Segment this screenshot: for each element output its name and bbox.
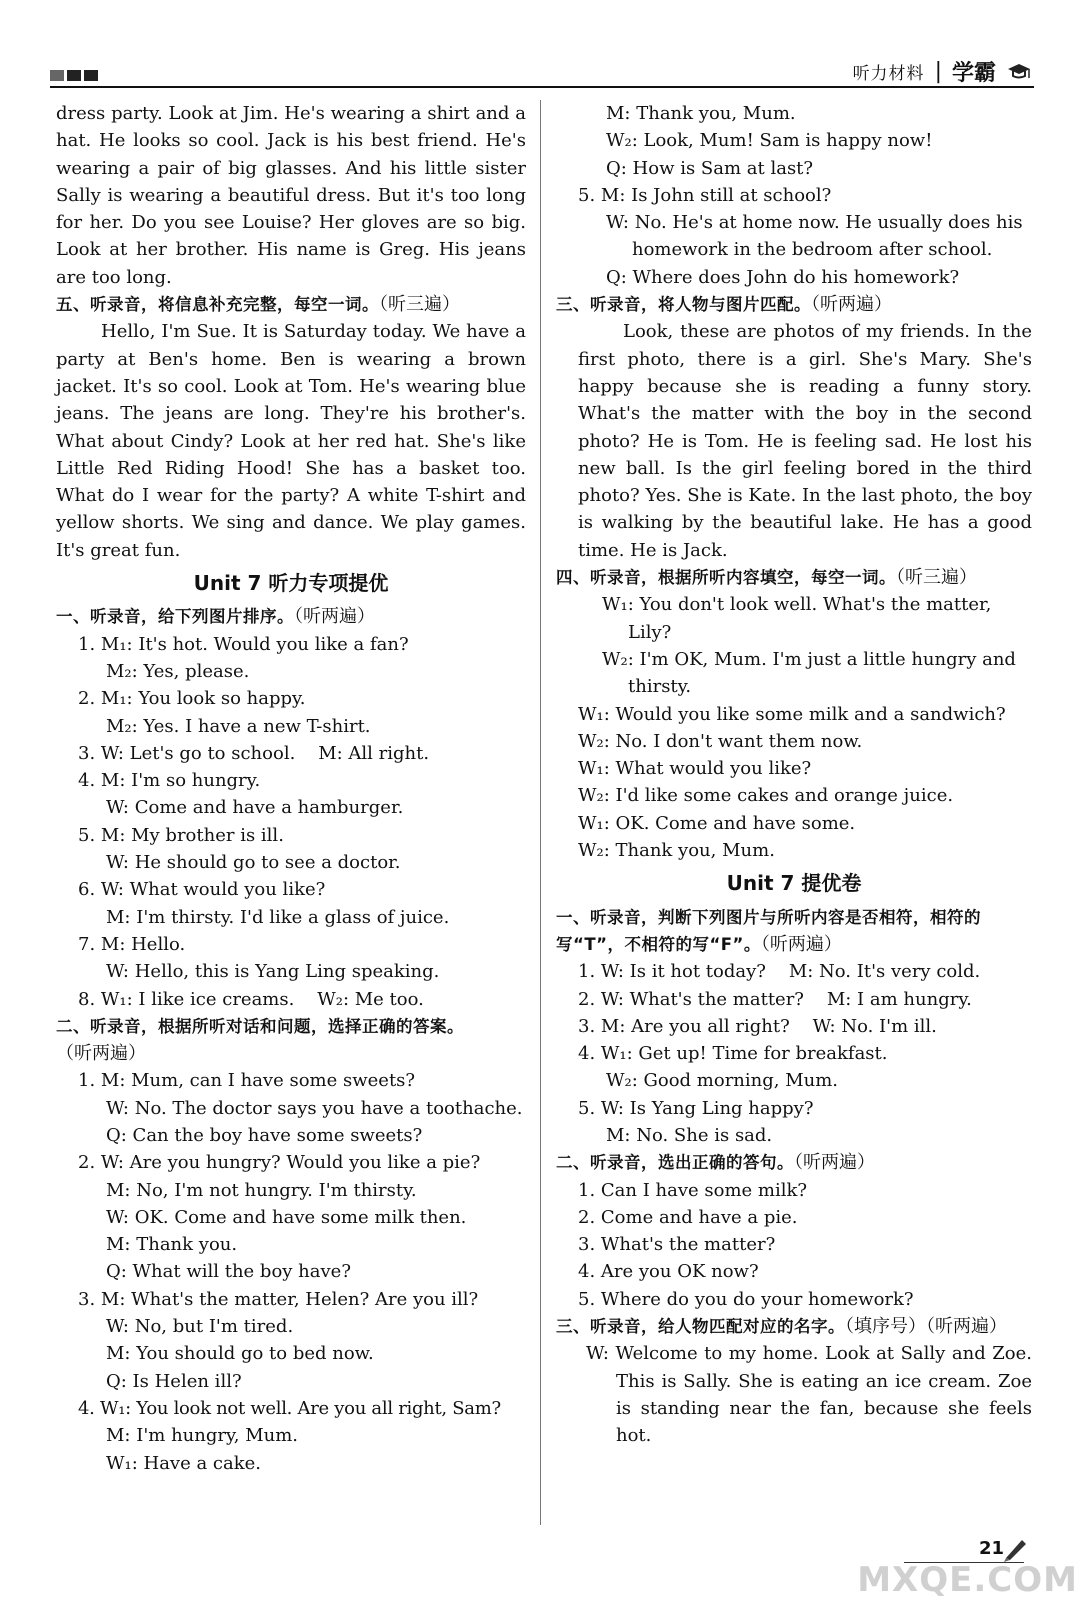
dialogue-line: M: I'm thirsty. I'd like a glass of juice. [106, 906, 450, 928]
dialogue-line: 2. W: What's the matter? M: I am hungry. [578, 988, 972, 1010]
section-title: 二、听录音，选出正确的答句。 [556, 1153, 794, 1173]
section-note: （听两遍） [811, 294, 892, 316]
dialogue-line: W₁: Have a cake. [106, 1452, 262, 1474]
section-note: （听两遍） [760, 933, 842, 955]
graduation-cap-icon [1006, 62, 1032, 82]
list-item: 5. Where do you do your homework? [578, 1288, 914, 1310]
dialogue-line: M: You should go to bed now. [106, 1343, 374, 1365]
list-item: 1. Can I have some milk? [578, 1179, 808, 1201]
dialogue-line: W: No. The doctor says you have a toothache. [106, 1097, 523, 1119]
part-3-passage: W: Welcome to my home. Look at Sally and Zoe. This is Sally. She is eating an ice cream. Zoe is standing near the fan, because she feels hot. [586, 1343, 1032, 1447]
dialogue-line: W₂: I'm OK, Mum. I'm just a little hungry and thirsty. [602, 648, 1016, 698]
dialogue-line: 1. M₁: It's hot. Would you like a fan? [78, 633, 409, 655]
section-title: 一、听录音，给下列图片排序。 [56, 607, 294, 627]
dialogue-line: M₂: Yes. I have a new T-shirt. [106, 715, 371, 737]
dialogue-line: 8. W₁: I like ice creams. W₂: Me too. [78, 988, 424, 1010]
dialogue-line: Q: How is Sam at last? [606, 157, 814, 179]
dialogue-line: 7. M: Hello. [78, 933, 186, 955]
section-title: 五、听录音，将信息补充完整，每空一词。 [56, 295, 379, 315]
dialogue-line: Q: Is Helen ill? [106, 1370, 242, 1392]
section-note: （听两遍） [794, 1152, 875, 1174]
dialogue-line: 2. W: Are you hungry? Would you like a pie? [78, 1152, 481, 1174]
list-item: 2. Come and have a pie. [578, 1206, 798, 1228]
dialogue-line: W₂: No. I don't want them now. [578, 730, 863, 752]
unit-title: Unit 7 听力专项提优 [193, 571, 389, 596]
section-note: （听两遍） [56, 1043, 146, 1065]
dialogue-line: W: He should go to see a doctor. [106, 852, 401, 874]
section-title: 三、听录音，给人物匹配对应的名字。 [556, 1317, 845, 1337]
dialogue-line: M: Thank you, Mum. [606, 103, 796, 124]
watermark: MXQE.COM [857, 1560, 1078, 1600]
dialogue-line: W: Come and have a hamburger. [106, 797, 404, 819]
section-note: （填序号）（听两遍） [845, 1316, 1007, 1338]
dialogue-line: W₂: Look, Mum! Sam is happy now! [606, 130, 933, 152]
dialogue-line: W: No, but I'm tired. [106, 1316, 294, 1338]
dialogue-line: M: No. She is sad. [606, 1124, 773, 1146]
dialogue-line: W₁: OK. Come and have some. [578, 812, 856, 834]
section-title: 三、听录音，将人物与图片匹配。 [556, 295, 811, 315]
brand-logo: 学霸 [951, 61, 996, 86]
dialogue-line: 4. W₁: You look not well. Are you all right, Sam? [78, 1397, 501, 1419]
passage-continued: dress party. Look at Jim. He's wearing a shirt and a hat. He looks so cool. Jack is his best friend. He's wearing a pair of big glasses. And his little sister Sally is wearing a beautiful dress. But it's too long for her. Do you see Louise? Her gloves are so big. Look at her brother. His name is Greg. His jeans are too long. [56, 103, 526, 288]
section-5-heading [56, 291, 526, 318]
part-2-heading [556, 1149, 1032, 1176]
dialogue-line: W: OK. Come and have some milk then. [106, 1206, 467, 1228]
dialogue-line: W₁: What would you like? [578, 758, 812, 780]
dialogue-line: M: Thank you. [106, 1234, 238, 1256]
part-1-heading [556, 904, 1032, 959]
section-note: （听三遍） [896, 567, 977, 589]
dialogue-line: 5. M: My brother is ill. [78, 824, 284, 846]
dialogue-line: W₂: I'd like some cakes and orange juice. [578, 785, 954, 807]
dialogue-line: 3. M: What's the matter, Helen? Are you ill? [78, 1288, 479, 1310]
dialogue-line: W₂: Good morning, Mum. [606, 1070, 839, 1092]
dialogue-line: 2. M₁: You look so happy. [78, 688, 306, 710]
section-2-heading [56, 1013, 526, 1068]
dialogue-line: W: Hello, this is Yang Ling speaking. [106, 961, 440, 983]
header-title: 听力材料 [852, 64, 925, 84]
dialogue-line: W₁: Would you like some milk and a sandwich? [578, 703, 1006, 725]
dialogue-line: 3. W: Let's go to school. M: All right. [78, 742, 430, 764]
header-rule [50, 86, 1034, 88]
page-number: 21 [978, 1538, 1004, 1559]
section-4-heading [556, 564, 1032, 591]
header-decoration [50, 70, 98, 81]
dialogue-line: Q: Where does John do his homework? [606, 266, 960, 288]
section-note: （听两遍） [294, 606, 375, 628]
dialogue-line: M₂: Yes, please. [106, 660, 250, 682]
left-column [56, 100, 526, 1477]
dialogue-line: 6. W: What would you like? [78, 879, 326, 901]
dialogue-line: W₁: You don't look well. What's the matter, Lily? [602, 594, 992, 643]
dialogue-line: 1. M: Mum, can I have some sweets? [78, 1070, 416, 1092]
dialogue-line: 4. M: I'm so hungry. [78, 770, 261, 792]
list-item: 3. What's the matter? [578, 1234, 776, 1256]
part-3-heading [556, 1313, 1032, 1340]
header [853, 56, 1032, 87]
section-title: 一、听录音，判断下列图片与所听内容是否相符，相符的写“T”，不相符的写“F”。 [556, 907, 981, 954]
right-column [556, 100, 1032, 1450]
section-5-passage: Hello, I'm Sue. It is Saturday today. We have a party at Ben's home. Ben is wearing a brown jacket. It's so cool. Look at Tom. He's wearing blue jeans. The jeans are long. They're his brother's. What about Cindy? Look at her red hat. She's like Little Red Riding Hood! She has a basket too. What do I wear for the party? A white T-shirt and yellow shorts. We sing and dance. We play games. It's great fun. [56, 321, 526, 561]
column-divider [540, 100, 541, 1525]
dialogue-line: 5. W: Is Yang Ling happy? [578, 1097, 814, 1119]
section-title: 二、听录音，根据所听对话和问题，选择正确的答案。 [56, 1016, 464, 1036]
section-3-heading [556, 291, 1032, 318]
dialogue-line: W: No. He's at home now. He usually does his homework in the bedroom after school. [606, 212, 1023, 261]
list-item: 4. Are you OK now? [578, 1261, 759, 1283]
dialogue-line: 3. M: Are you all right? W: No. I'm ill. [578, 1015, 937, 1037]
section-1-heading [56, 603, 526, 630]
section-title: 四、听录音，根据所听内容填空，每空一词。 [556, 568, 896, 588]
header-separator: | [934, 59, 942, 84]
section-3-passage: Look, these are photos of my friends. In the first photo, there is a girl. She's Mary. She's happy because she is reading a funny story. What's the matter with the boy in the second photo? He is Tom. He is feeling sad. He lost his new ball. Is the girl feeling bored in the third photo? Yes. She is Kate. In the last photo, the boy is walking by the beautiful lake. He has a good time. He is Jack. [578, 321, 1032, 561]
dialogue-line: 1. W: Is it hot today? M: No. It's very cold. [578, 961, 981, 983]
dialogue-line: 5. M: Is John still at school? [578, 184, 832, 206]
dialogue-line: 4. W₁: Get up! Time for breakfast. [578, 1043, 888, 1065]
dialogue-line: M: No, I'm not hungry. I'm thirsty. [106, 1179, 417, 1201]
unit-title: Unit 7 提优卷 [726, 871, 862, 896]
dialogue-line: Q: What will the boy have? [106, 1261, 351, 1283]
section-note: （听三遍） [379, 294, 460, 316]
dialogue-line: Q: Can the boy have some sweets? [106, 1124, 423, 1146]
dialogue-line: W₂: Thank you, Mum. [578, 840, 775, 862]
dialogue-line: M: I'm hungry, Mum. [106, 1425, 299, 1447]
